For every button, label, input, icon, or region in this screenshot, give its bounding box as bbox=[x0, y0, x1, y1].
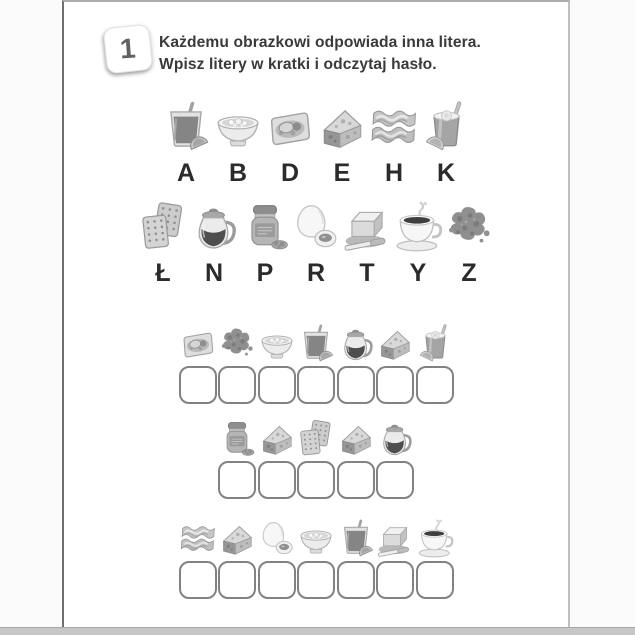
cheese-wedge-icon bbox=[218, 518, 256, 558]
coffee-cup-icon bbox=[393, 198, 443, 254]
answer-box[interactable] bbox=[258, 366, 296, 404]
cereal-bowl-icon bbox=[297, 518, 335, 558]
puzzle-picture-cheese-wedge bbox=[336, 418, 376, 458]
puzzle-picture-coffee-pot bbox=[336, 323, 376, 363]
answer-box[interactable] bbox=[179, 561, 217, 599]
puzzle-picture-jar bbox=[217, 418, 257, 458]
legend-letter-N: N bbox=[204, 259, 224, 287]
instruction-line-1: Każdemu obrazkowi odpowiada inna litera. bbox=[159, 34, 481, 51]
cheese-wedge-icon bbox=[317, 98, 367, 154]
puzzle-picture-biscuits bbox=[296, 418, 336, 458]
puzzle-picture-coffee-pot bbox=[375, 418, 415, 458]
answer-box[interactable] bbox=[218, 461, 256, 499]
cheese-wedge-icon bbox=[258, 418, 296, 458]
puzzle-picture-cheese-wedge bbox=[217, 518, 257, 558]
legend-letter-H: H bbox=[384, 159, 404, 187]
puzzle-picture-cereal-bowl bbox=[257, 323, 297, 363]
answer-box[interactable] bbox=[297, 366, 335, 404]
puzzle-picture-jam-blob bbox=[217, 323, 257, 363]
butter-knife-icon bbox=[376, 518, 414, 558]
puzzle-row-2-answer-boxes bbox=[218, 461, 414, 499]
legend-letter-B: B bbox=[228, 159, 248, 187]
biscuits-icon bbox=[297, 418, 335, 458]
answer-box[interactable] bbox=[179, 366, 217, 404]
puzzle-picture-egg bbox=[257, 518, 297, 558]
puzzle-picture-juice-glass bbox=[336, 518, 376, 558]
jam-blob-icon bbox=[444, 198, 494, 254]
coffee-pot-icon bbox=[337, 323, 375, 363]
answer-box[interactable] bbox=[258, 461, 296, 499]
bacon-strips-icon bbox=[179, 518, 217, 558]
answer-box[interactable] bbox=[258, 561, 296, 599]
juice-glass-icon bbox=[297, 323, 335, 363]
puzzle-picture-sandwich bbox=[178, 323, 218, 363]
legend-row-1 bbox=[64, 98, 568, 186]
puzzle-picture-cheese-wedge bbox=[375, 323, 415, 363]
legend-item-juice-glass bbox=[160, 98, 212, 186]
answer-box[interactable] bbox=[337, 561, 375, 599]
puzzle-picture-cereal-bowl bbox=[296, 518, 336, 558]
legend-letter-Z: Z bbox=[461, 259, 477, 287]
legend-item-yogurt-cup bbox=[420, 98, 472, 186]
egg-icon bbox=[291, 198, 341, 254]
bacon-strips-icon bbox=[369, 98, 419, 154]
legend-letter-R: R bbox=[306, 259, 326, 287]
legend-letter-P: P bbox=[256, 259, 274, 287]
legend-item-bacon-strips bbox=[368, 98, 420, 186]
puzzle-picture-cheese-wedge bbox=[257, 418, 297, 458]
puzzle-row-3 bbox=[64, 518, 568, 599]
answer-box[interactable] bbox=[218, 366, 256, 404]
puzzle-row-1-pictures bbox=[178, 323, 455, 363]
puzzle-row-3-answer-boxes bbox=[179, 561, 454, 599]
legend-row-2 bbox=[64, 198, 568, 286]
legend-item-butter-knife bbox=[342, 198, 393, 286]
puzzle-row-2 bbox=[64, 418, 568, 499]
puzzle-row-3-pictures bbox=[178, 518, 455, 558]
sandwich-icon bbox=[179, 323, 217, 363]
legend-item-cheese-wedge bbox=[316, 98, 368, 186]
answer-box[interactable] bbox=[376, 366, 414, 404]
legend-item-jam-blob bbox=[444, 198, 495, 286]
puzzle-picture-coffee-cup bbox=[415, 518, 455, 558]
legend-item-coffee-pot bbox=[189, 198, 240, 286]
answer-box[interactable] bbox=[416, 561, 454, 599]
legend-item-cereal-bowl bbox=[212, 98, 264, 186]
butter-knife-icon bbox=[342, 198, 392, 254]
cheese-wedge-icon bbox=[376, 323, 414, 363]
instruction-text bbox=[159, 32, 481, 76]
yogurt-cup-icon bbox=[416, 323, 454, 363]
legend-item-jar bbox=[240, 198, 291, 286]
jar-icon bbox=[218, 418, 256, 458]
legend-letter-Y: Y bbox=[409, 259, 427, 287]
legend-item-egg bbox=[291, 198, 342, 286]
answer-box[interactable] bbox=[376, 561, 414, 599]
legend-letter-Ł: Ł bbox=[155, 259, 171, 287]
jar-icon bbox=[240, 198, 290, 254]
jam-blob-icon bbox=[218, 323, 256, 363]
juice-glass-icon bbox=[337, 518, 375, 558]
puzzle-picture-bacon-strips bbox=[178, 518, 218, 558]
puzzle-row-2-pictures bbox=[217, 418, 415, 458]
cereal-bowl-icon bbox=[213, 98, 263, 154]
egg-icon bbox=[258, 518, 296, 558]
answer-box[interactable] bbox=[297, 561, 335, 599]
biscuits-icon bbox=[138, 198, 188, 254]
answer-box[interactable] bbox=[376, 461, 414, 499]
answer-box[interactable] bbox=[337, 366, 375, 404]
task-number: 1 bbox=[119, 32, 137, 65]
legend-letter-T: T bbox=[359, 259, 375, 287]
answer-box[interactable] bbox=[416, 366, 454, 404]
legend-item-sandwich bbox=[264, 98, 316, 186]
legend-letter-K: K bbox=[436, 159, 456, 187]
puzzle-picture-yogurt-cup bbox=[415, 323, 455, 363]
task-number-badge bbox=[103, 24, 154, 75]
puzzle-row-1 bbox=[64, 323, 568, 404]
coffee-pot-icon bbox=[189, 198, 239, 254]
legend-letter-A: A bbox=[176, 159, 196, 187]
puzzle-picture-juice-glass bbox=[296, 323, 336, 363]
puzzle-row-1-answer-boxes bbox=[179, 366, 454, 404]
legend-item-biscuits bbox=[138, 198, 189, 286]
legend-item-coffee-cup bbox=[393, 198, 444, 286]
answer-box[interactable] bbox=[337, 461, 375, 499]
legend-letter-E: E bbox=[333, 159, 351, 187]
legend-letter-D: D bbox=[280, 159, 300, 187]
page-bottom-edge bbox=[0, 627, 635, 635]
sandwich-icon bbox=[265, 98, 315, 154]
coffee-cup-icon bbox=[416, 518, 454, 558]
answer-box[interactable] bbox=[297, 461, 335, 499]
instruction-line-2: Wpisz litery w kratki i odczytaj hasło. bbox=[159, 56, 437, 74]
coffee-pot-icon bbox=[376, 418, 414, 458]
juice-glass-icon bbox=[161, 98, 211, 154]
answer-box[interactable] bbox=[218, 561, 256, 599]
yogurt-cup-icon bbox=[421, 98, 471, 154]
puzzle-picture-butter-knife bbox=[375, 518, 415, 558]
cereal-bowl-icon bbox=[258, 323, 296, 363]
worksheet-page bbox=[62, 0, 570, 628]
cheese-wedge-icon bbox=[337, 418, 375, 458]
